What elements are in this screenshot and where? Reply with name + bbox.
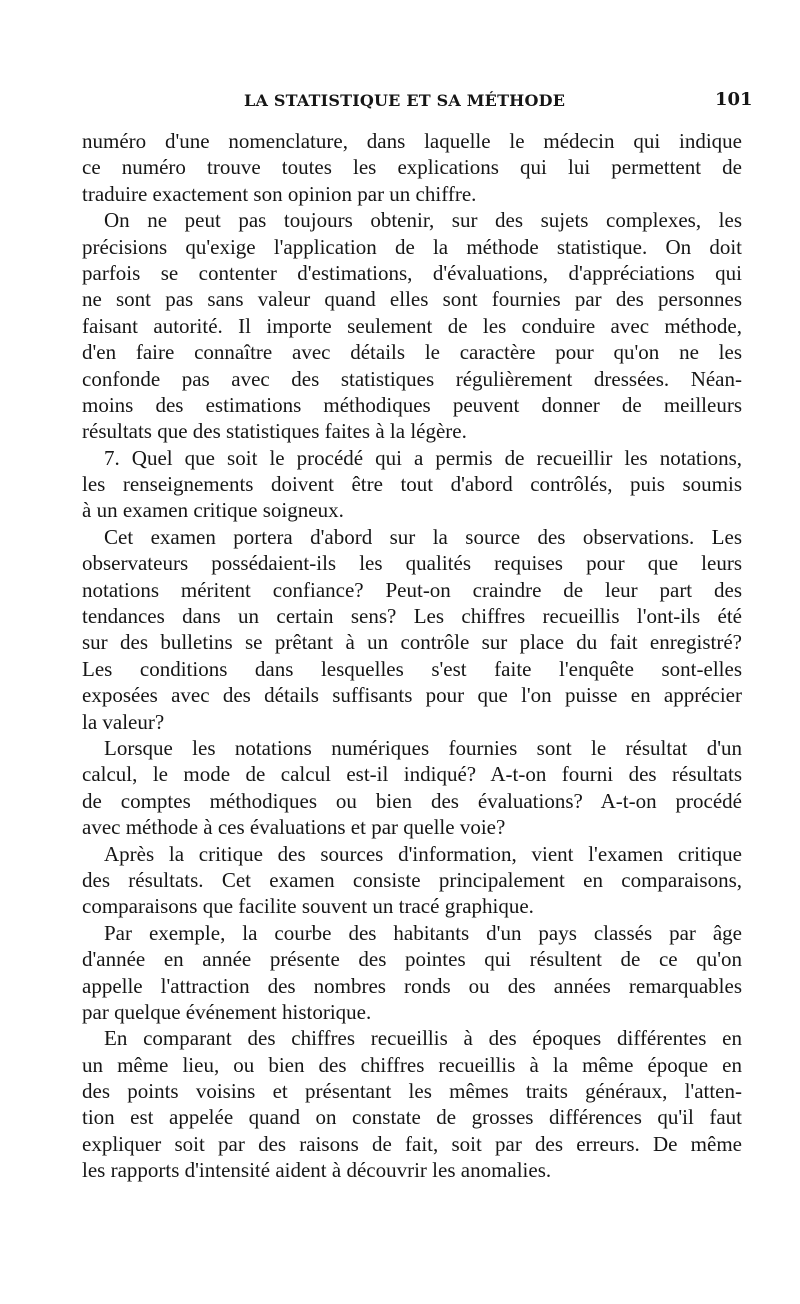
text-line: 7. Quel que soit le procédé qui a permis de recueillir les notations, [104,445,742,470]
text-line: parfois se contenter d'estimations, d'évaluations, d'appréciations qui [82,260,742,285]
text-line: un même lieu, ou bien des chiffres recueillis à la même époque en [82,1052,742,1077]
paragraph [82,1025,742,1183]
text-line: exposées avec des détails suffisants pour que l'on puisse en apprécier [82,683,742,708]
text-line: Par exemple, la courbe des habitants d'un pays classés par âge [104,920,742,945]
paragraph [82,445,742,524]
text-line: En comparant des chiffres recueillis à des époques différentes en [104,1026,742,1051]
text-line: comparaisons que facilite souvent un tracé graphique. [82,894,534,919]
text-line: la valeur? [82,709,165,734]
text-line: d'en faire connaître avec détails le caractère pour qu'on ne les [82,340,742,365]
text-line: ce numéro trouve toutes les explications qui lui permettent de [82,155,742,180]
text-line: observateurs possédaient-ils les qualités requises pour que leurs [82,551,742,576]
text-line: d'année en année présente des pointes qui résultent de ce qu'on [82,947,742,972]
text-line: des résultats. Cet examen consiste principalement en comparaisons, [82,867,742,892]
text-line: tendances dans un certain sens? Les chiffres recueillis l'ont-ils été [82,604,742,629]
text-line: précisions qu'exige l'application de la méthode statistique. On doit [82,234,742,259]
paragraph [82,920,742,1026]
text-line: des points voisins et présentant les mêmes traits généraux, l'atten- [82,1079,742,1104]
text-line: calcul, le mode de calcul est-il indiqué? A-t-on fourni des résultats [82,762,742,787]
text-line: appelle l'attraction des nombres ronds ou des années remarquables [82,973,742,998]
text-line: faisant autorité. Il importe seulement de les conduire avec méthode, [82,313,742,338]
paragraph [82,128,742,207]
text-line: Après la critique des sources d'information, vient l'examen critique [104,841,742,866]
text-line: de comptes méthodiques ou bien des évaluations? A-t-on procédé [82,788,742,813]
body-text [82,128,742,1184]
text-line: Les conditions dans lesquelles s'est faite l'enquête sont-elles [82,656,742,681]
text-line: On ne peut pas toujours obtenir, sur des sujets complexes, les [104,208,742,233]
running-title: LA STATISTIQUE ET SA MÉTHODE [244,91,566,110]
text-line: Lorsque les notations numériques fournies sont le résultat d'un [104,735,742,760]
text-line: Cet examen portera d'abord sur la source des observations. Les [104,524,742,549]
text-line: sur des bulletins se prêtant à un contrôle sur place du fait enregistré? [82,630,742,655]
paragraph [82,841,742,920]
text-line: notations méritent confiance? Peut-on craindre de leur part des [82,577,742,602]
text-line: tion est appelée quand on constate de grosses différences qu'il faut [82,1105,742,1130]
text-line: ne sont pas sans valeur quand elles sont fournies par des personnes [82,287,742,312]
text-line: par quelque événement historique. [82,999,372,1024]
text-line: avec méthode à ces évaluations et par quelle voie? [82,815,506,840]
text-line: numéro d'une nomenclature, dans laquelle le médecin qui indique [82,129,742,153]
text-line: traduire exactement son opinion par un chiffre. [82,181,477,206]
text-line: expliquer soit par des raisons de fait, soit par des erreurs. De même [82,1131,742,1156]
paragraph [82,524,742,735]
text-line: à un examen critique soigneux. [82,498,344,523]
text-line: les rapports d'intensité aident à découvrir les anomalies. [82,1158,552,1183]
text-line: moins des estimations méthodiques peuvent donner de meilleurs [82,392,742,417]
text-line: résultats que des statistiques faites à la légère. [82,419,467,444]
paragraph [82,735,742,841]
text-line: confonde pas avec des statistiques régulièrement dressées. Néan- [82,366,742,391]
text-line: les renseignements doivent être tout d'abord contrôlés, puis soumis [82,472,742,497]
paragraph [82,207,742,445]
page-number: 101 [715,89,753,110]
